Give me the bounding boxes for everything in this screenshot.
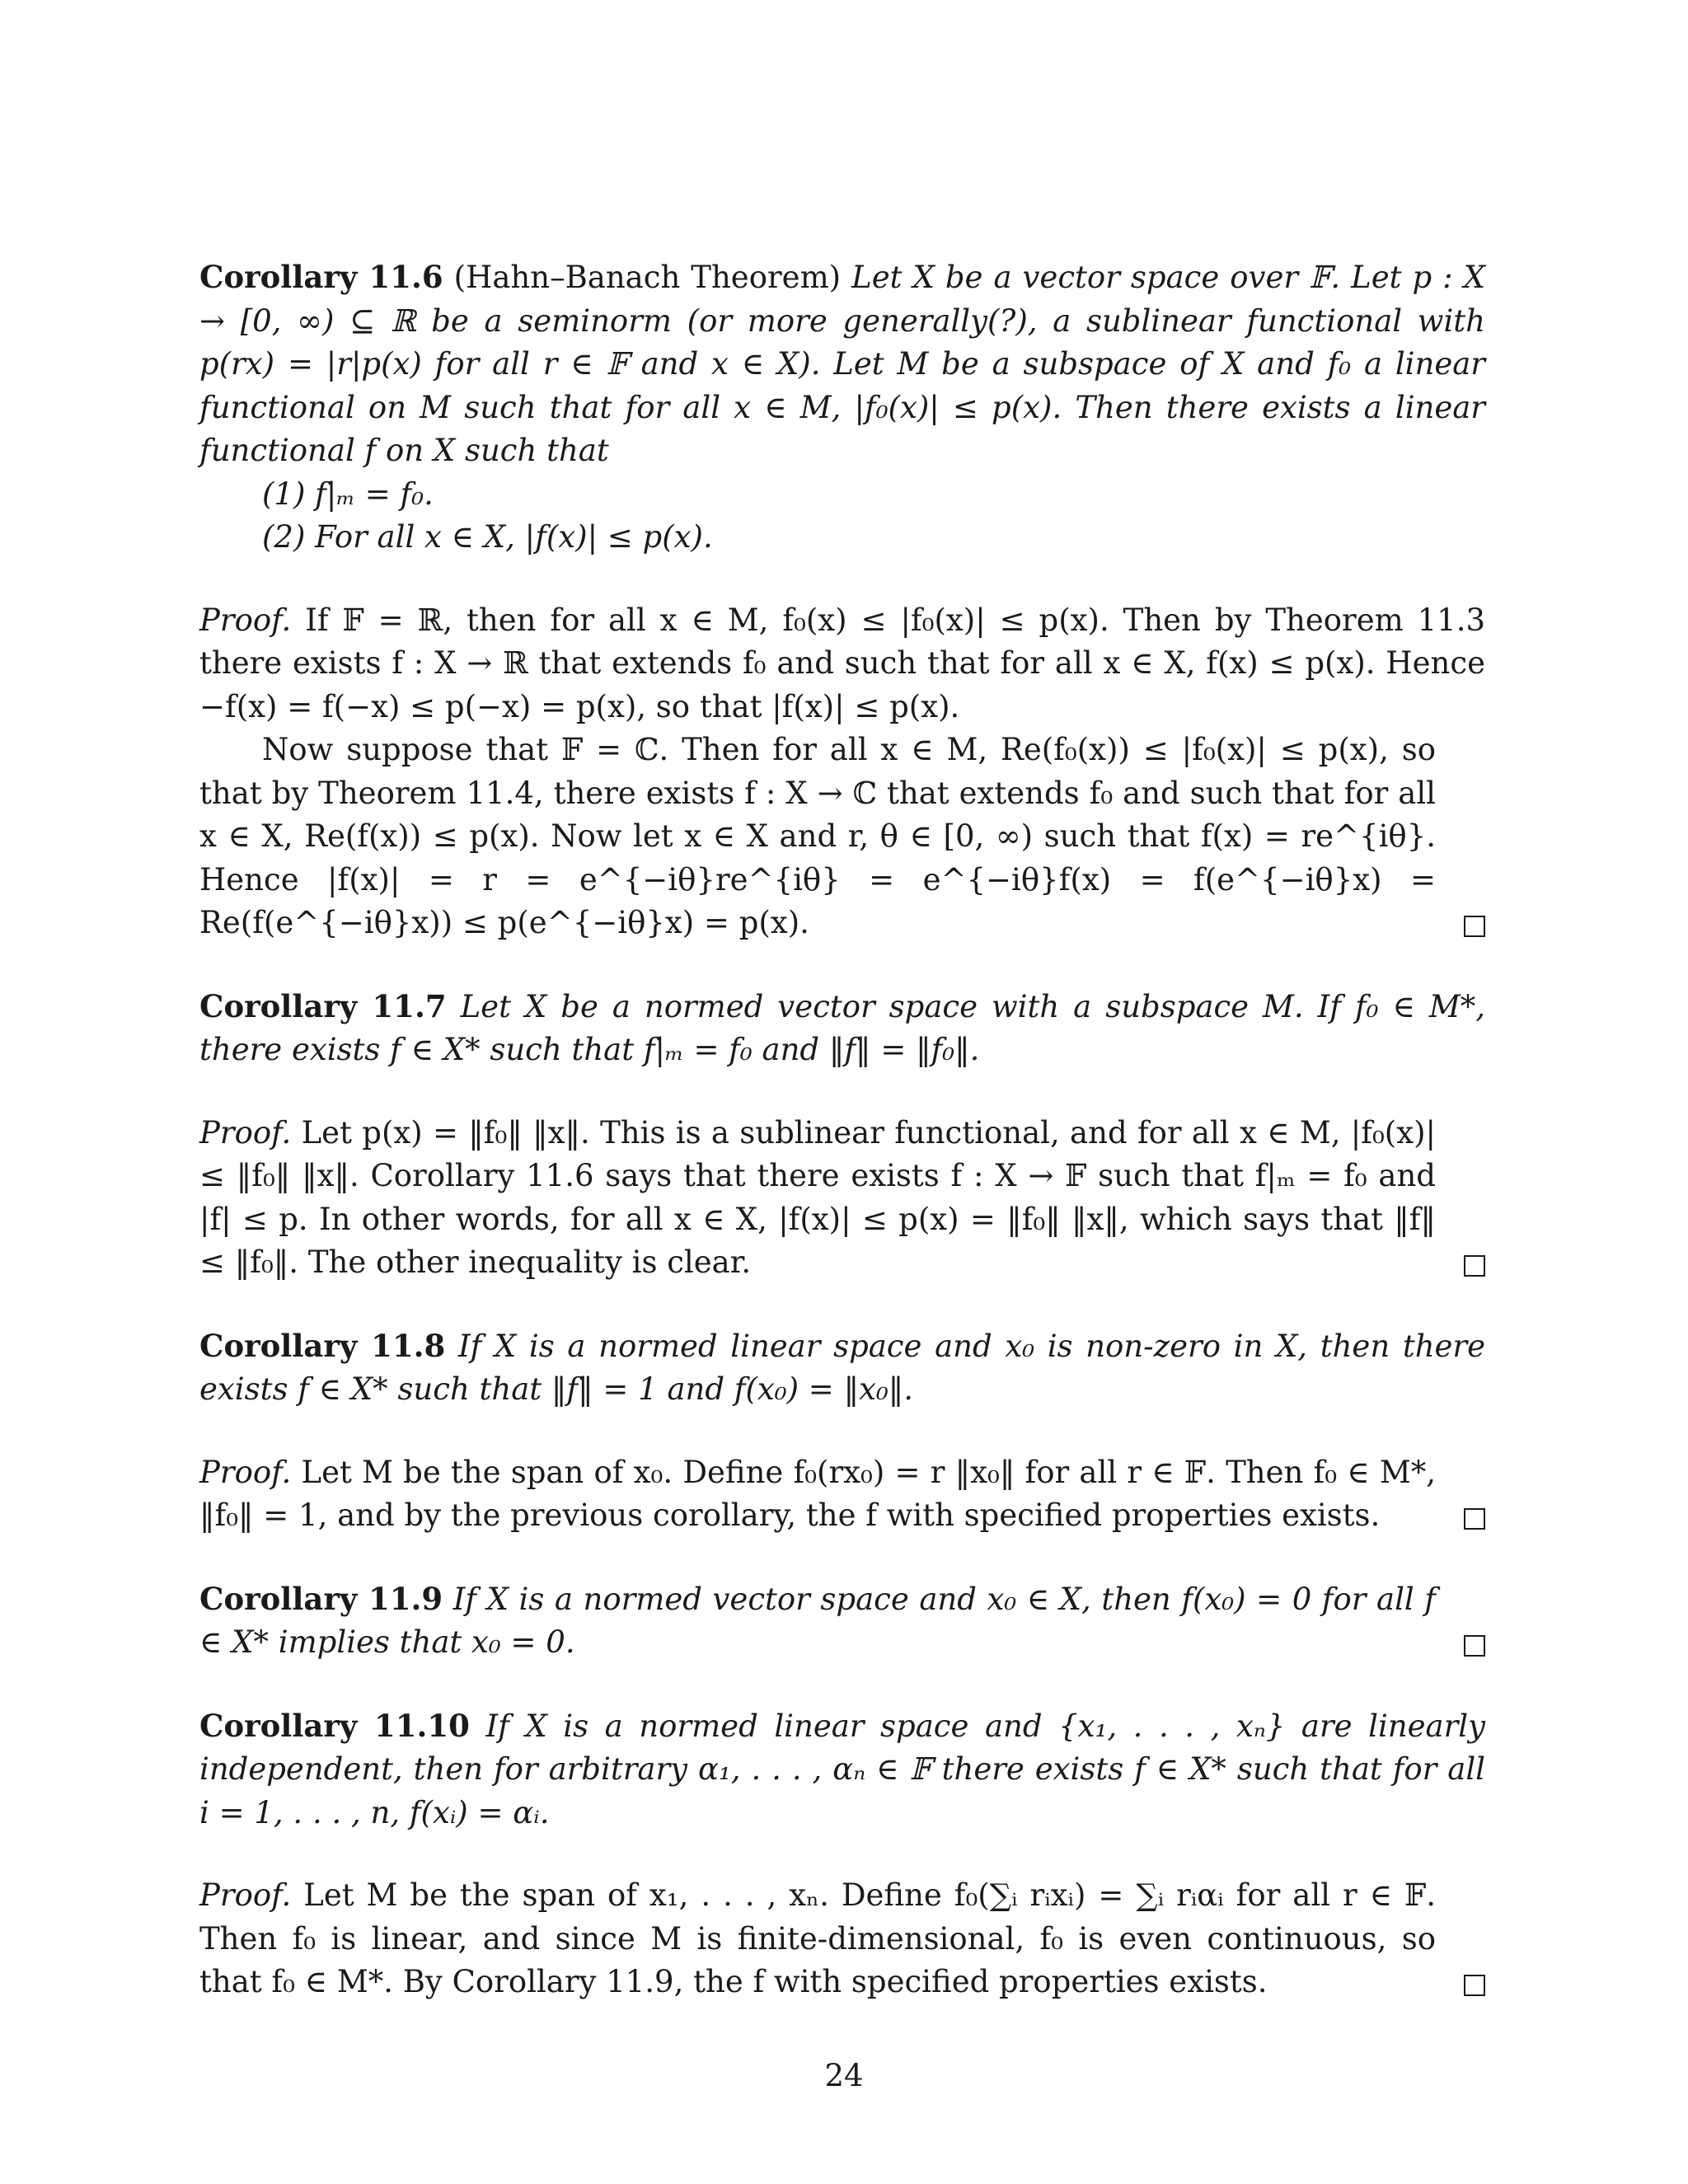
qed-square-icon	[1464, 1635, 1485, 1657]
corollary-statement: Let X be a normed vector space with a subspace M. If f₀ ∈ M*, there exists f ∈ X* such that f|ₘ = f₀ and ‖f‖ = ‖f₀‖.	[199, 988, 1486, 1067]
corollary-11-9-wrap	[199, 1577, 1485, 1665]
proof-11-10	[199, 1874, 1485, 2004]
proof-11-6-paragraph-2: Now suppose that 𝔽 = ℂ. Then for all x ∈ M, Re(f₀(x)) ≤ |f₀(x)| ≤ p(x), so that by Theorem 11.4, there exists f : X → ℂ that extends f₀ and such that for all x ∈ X, Re(f(x)) ≤ p(x). Now let x ∈ X and r, θ ∈ [0, ∞) such that f(x) = re^{iθ}. Hence |f(x)| = r = e^{−iθ}re^{iθ} = e^{−iθ}f(x) = f(e^{−iθ}x) = Re(f(e^{−iθ}x)) ≤ p(e^{−iθ}x) = p(x).	[199, 732, 1436, 940]
proof-text: Let M be the span of x₀. Define f₀(rx₀) = r ‖x₀‖ for all r ∈ 𝔽. Then f₀ ∈ M*, ‖f₀‖ = 1, and by the previous corollary, the f with specified properties exists.	[199, 1454, 1436, 1533]
condition-item-2: (2) For all x ∈ X, |f(x)| ≤ p(x).	[262, 519, 713, 555]
corollary-label: Corollary 11.7	[199, 987, 447, 1024]
corollary-11-6	[199, 255, 1485, 473]
corollary-11-9	[199, 1577, 1485, 1665]
theorem-name: (Hahn–Banach Theorem)	[453, 260, 842, 295]
corollary-label: Corollary 11.10	[199, 1707, 470, 1744]
corollary-label: Corollary 11.8	[199, 1327, 446, 1364]
qed-square-icon	[1464, 916, 1485, 937]
proof-11-7-wrap	[199, 1112, 1485, 1285]
proof-11-10-wrap	[199, 1874, 1485, 2004]
page-number: 24	[824, 2058, 864, 2093]
corollary-statement: Let X be a vector space over 𝔽. Let p : X → [0, ∞) ⊆ ℝ be a seminorm (or more generally(?), a sublinear functional with p(rx) = |r|p(x) for all r ∈ 𝔽 and x ∈ X). Let M be a subspace of X and f₀ a linear functional on M such that for all x ∈ M, |f₀(x)| ≤ p(x). Then there exists a linear functional f on X such that	[199, 260, 1486, 468]
qed-square-icon	[1464, 1508, 1485, 1530]
qed-square-icon	[1464, 1975, 1485, 1996]
proof-11-8	[199, 1451, 1485, 1538]
corollary-statement: If X is a normed vector space and x₀ ∈ X, then f(x₀) = 0 for all f ∈ X* implies that x₀ = 0.	[199, 1581, 1436, 1660]
condition-item-1: (1) f|ₘ = f₀.	[262, 476, 434, 512]
corollary-11-10	[199, 1704, 1485, 1835]
proof-label: Proof.	[199, 1114, 292, 1151]
corollary-statement: If X is a normed linear space and {x₁, . . . , xₙ} are linearly independent, then for arbitrary α₁, . . . , αₙ ∈ 𝔽 there exists f ∈ X* such that for all i = 1, . . . , n, f(xᵢ) = αᵢ.	[199, 1708, 1486, 1830]
corollary-label: Corollary 11.9	[199, 1580, 443, 1617]
proof-text: Let p(x) = ‖f₀‖ ‖x‖. This is a sublinear functional, and for all x ∈ M, |f₀(x)| ≤ ‖f₀‖ ‖x‖. Corollary 11.6 says that there exists f : X → 𝔽 such that f|ₘ = f₀ and |f| ≤ p. In other words, for all x ∈ X, |f(x)| ≤ p(x) = ‖f₀‖ ‖x‖, which says that ‖f‖ ≤ ‖f₀‖. The other inequality is clear.	[199, 1114, 1436, 1280]
proof-label: Proof.	[199, 1877, 292, 1913]
corollary-11-8	[199, 1324, 1485, 1412]
proof-11-8-wrap	[199, 1451, 1485, 1538]
corollary-11-7	[199, 985, 1485, 1072]
page-body	[199, 255, 1485, 2004]
proof-11-6-paragraph-2-wrap	[199, 729, 1485, 945]
proof-label: Proof.	[199, 602, 292, 638]
proof-text: Let M be the span of x₁, . . . , xₙ. Define f₀(∑ᵢ rᵢxᵢ) = ∑ᵢ rᵢαᵢ for all r ∈ 𝔽. Then f₀ is linear, and since M is finite-dimensional, f₀ is even continuous, so that f₀ ∈ M*. By Corollary 11.9, the f with specified properties exists.	[199, 1877, 1436, 1999]
corollary-statement: If X is a normed linear space and x₀ is non-zero in X, then there exists f ∈ X* such that ‖f‖ = 1 and f(x₀) = ‖x₀‖.	[199, 1328, 1486, 1407]
proof-11-7	[199, 1112, 1485, 1285]
qed-square-icon	[1464, 1255, 1485, 1277]
corollary-label: Corollary 11.6	[199, 259, 443, 295]
proof-text: If 𝔽 = ℝ, then for all x ∈ M, f₀(x) ≤ |f₀(x)| ≤ p(x). Then by Theorem 11.3 there exists f : X → ℝ that extends f₀ and such that for all x ∈ X, f(x) ≤ p(x). Hence −f(x) = f(−x) ≤ p(−x) = p(x), so that |f(x)| ≤ p(x).	[199, 602, 1486, 724]
proof-11-6-paragraph-1	[199, 599, 1485, 729]
proof-label: Proof.	[199, 1454, 292, 1490]
